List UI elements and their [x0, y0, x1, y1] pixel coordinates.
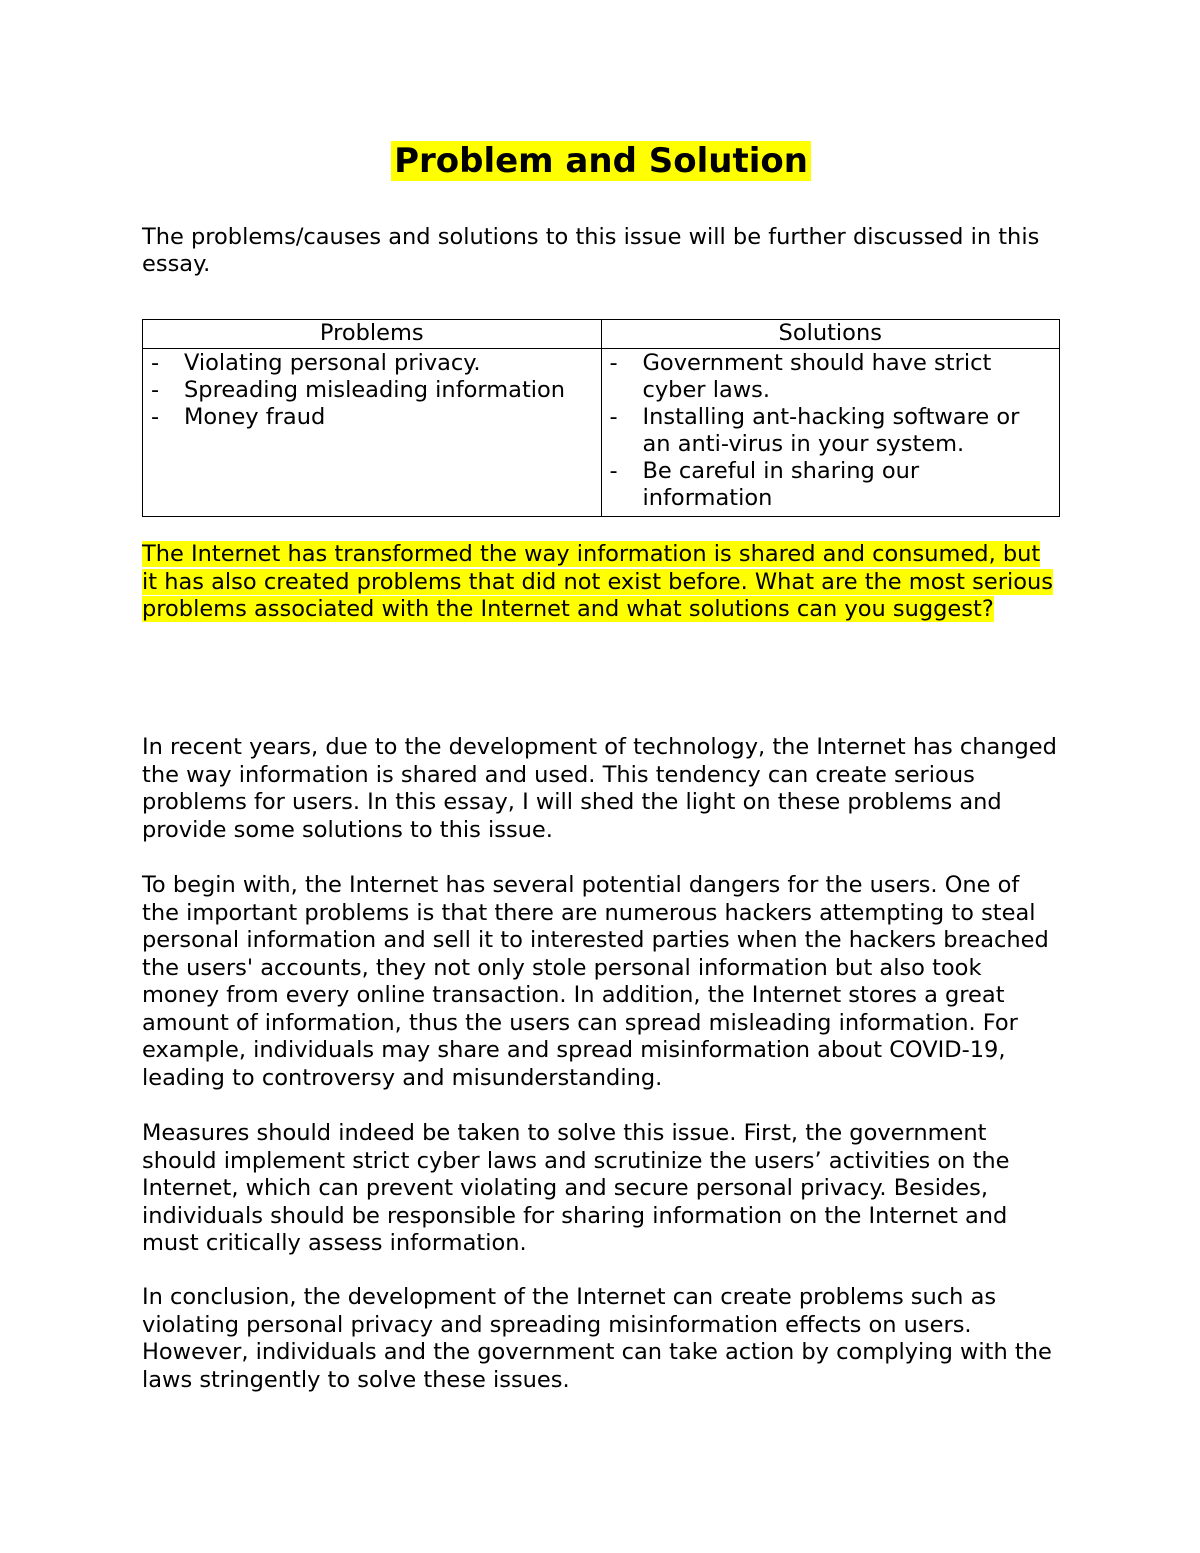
paragraph-solutions: Measures should indeed be taken to solve this issue. First, the government should implement strict cyber laws and scrutinize the users’ activities on the Internet, which can prevent violating and secure personal privacy. Besides, individuals should be responsible for sharing information on the Internet and must critically assess information. [142, 1120, 1010, 1256]
title-wrapper [142, 141, 1060, 181]
list-item [151, 377, 593, 404]
highlighted-prompt-text: The Internet has transformed the way information is shared and consumed, but it has also created problems that did not exist before. What are the most serious problems associated with the Internet and what solutions can you suggest? [142, 541, 1053, 622]
solutions-list [610, 350, 1052, 512]
essay-prompt [142, 541, 1060, 624]
solution-text: Installing ant-hacking software or an anti-virus in your system. [642, 404, 1020, 457]
dash-bullet: - [151, 350, 160, 376]
list-item [610, 458, 1052, 512]
solutions-cell [601, 349, 1060, 517]
solution-text: Be careful in sharing our information [642, 458, 920, 511]
list-item [610, 404, 1052, 458]
dash-bullet: - [151, 404, 160, 430]
list-item [151, 404, 593, 431]
list-item [151, 350, 593, 377]
dash-bullet: - [609, 404, 618, 430]
problem-text: Money fraud [184, 404, 326, 430]
solutions-header: Solutions [601, 320, 1060, 349]
table-body-row [143, 349, 1060, 517]
problems-cell [143, 349, 602, 517]
problem-text: Spreading misleading information [184, 377, 566, 403]
problems-list [151, 350, 593, 431]
document-title: Problem and Solution [391, 141, 811, 181]
problems-header: Problems [143, 320, 602, 349]
table-header-row [143, 320, 1060, 349]
dash-bullet: - [609, 458, 618, 484]
paragraph-problems: To begin with, the Internet has several potential dangers for the users. One of the important problems is that there are numerous hackers attempting to steal personal information and sell it to interested parties when the hackers breached the users' accounts, they not only stole personal information but also took money from every online transaction. In addition, the Internet stores a great amount of information, thus the users can spread misleading information. For example, individuals may share and spread misinformation about COVID-19, leading to controversy and misunderstanding. [142, 872, 1049, 1091]
problems-solutions-table [142, 319, 1060, 517]
intro-paragraph: The problems/causes and solutions to this issue will be further discussed in this essay. [142, 224, 1040, 277]
solution-text: Government should have strict cyber laws. [642, 350, 992, 403]
dash-bullet: - [151, 377, 160, 403]
paragraph-conclusion: In conclusion, the development of the Internet can create problems such as violating personal privacy and spreading misinformation effects on users. However, individuals and the government can take action by complying with the laws stringently to solve these issues. [142, 1284, 1052, 1393]
problem-text: Violating personal privacy. [184, 350, 481, 376]
paragraph-introduction: In recent years, due to the development of technology, the Internet has changed the way information is shared and used. This tendency can create serious problems for users. In this essay, I will shed the light on these problems and provide some solutions to this issue. [142, 734, 1057, 843]
dash-bullet: - [609, 350, 618, 376]
list-item [610, 350, 1052, 404]
